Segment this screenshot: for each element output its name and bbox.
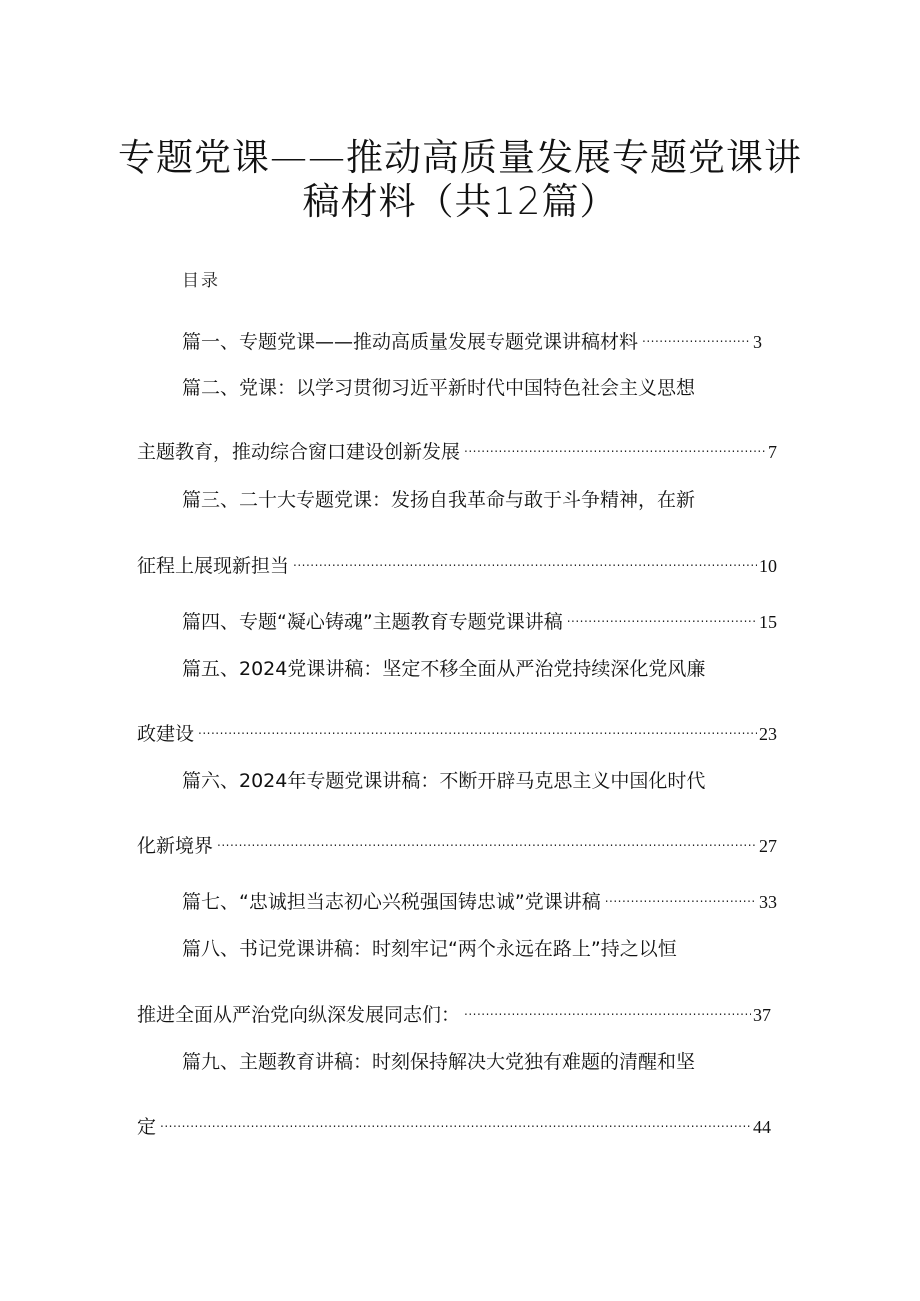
toc-entry-8[interactable]: [182, 934, 782, 964]
toc-entry-text: 篇二、党课：以学习贯彻习近平新时代中国特色社会主义思想: [182, 377, 696, 399]
toc-page-number: 33: [759, 892, 777, 912]
toc-page-number: 27: [759, 836, 777, 856]
toc-entry-text: 化新境界: [137, 835, 214, 857]
toc-entry-6-cont[interactable]: [137, 822, 777, 857]
toc-page-number: 37: [753, 1005, 771, 1025]
toc-entry-3-cont[interactable]: [137, 542, 777, 577]
toc-entry-5[interactable]: [182, 654, 782, 684]
toc-entry-text: 篇八、书记党课讲稿：时刻牢记“两个永远在路上”持之以恒: [182, 938, 677, 960]
toc-page-number: 44: [753, 1117, 771, 1137]
toc-leader-dots: [464, 428, 766, 458]
toc-entry-text: 推进全面从严治党向纵深发展同志们：: [137, 1004, 461, 1026]
toc-entry-4[interactable]: [182, 598, 777, 633]
toc-entry-5-cont[interactable]: [137, 710, 777, 745]
toc-page-number: 23: [759, 724, 777, 744]
toc-entry-text: 定: [137, 1116, 157, 1138]
toc-page-number: 10: [759, 556, 777, 576]
toc-entry-7[interactable]: [182, 878, 777, 913]
toc-leader-dots: [464, 991, 751, 1021]
toc-entry-1[interactable]: [182, 318, 762, 353]
toc-entry-text: 篇一、专题党课——推动高质量发展专题党课讲稿材料: [182, 331, 639, 353]
toc-leader-dots: [217, 822, 757, 852]
toc-entry-6[interactable]: [182, 766, 782, 796]
document-title-line-2: 稿材料（共12篇）: [302, 180, 618, 223]
toc-leader-dots: [567, 598, 757, 628]
toc-entry-text: 篇五、2024党课讲稿：坚定不移全面从严治党持续深化党风廉: [182, 658, 706, 680]
toc-heading: 目录: [182, 271, 220, 291]
toc-page-number: 7: [768, 442, 777, 462]
toc-entry-text: 篇九、主题教育讲稿：时刻保持解决大党独有难题的清醒和坚: [182, 1051, 696, 1073]
toc-entry-text: 政建设: [137, 723, 195, 745]
toc-leader-dots: [605, 878, 757, 908]
document-title-line-1: 专题党课——推动高质量发展专题党课讲: [118, 136, 802, 179]
toc-entry-9-cont[interactable]: [137, 1103, 771, 1138]
toc-page-number: 15: [759, 612, 777, 632]
toc-entry-2-cont[interactable]: [137, 428, 777, 463]
toc-leader-dots: [160, 1103, 751, 1133]
toc-entry-text: 篇七、“忠诚担当志初心兴税强国铸忠诚”党课讲稿: [182, 891, 601, 913]
toc-leader-dots: [198, 710, 757, 740]
toc-leader-dots: [642, 318, 751, 348]
toc-entry-8-cont[interactable]: [137, 991, 771, 1026]
toc-entry-text: 篇六、2024年专题党课讲稿：不断开辟马克思主义中国化时代: [182, 770, 706, 792]
toc-entry-text: 征程上展现新担当: [137, 555, 290, 577]
toc-entry-text: 篇四、专题“凝心铸魂”主题教育专题党课讲稿: [182, 611, 563, 633]
toc-leader-dots: [293, 542, 757, 572]
toc-entry-text: 篇三、二十大专题党课：发扬自我革命与敢于斗争精神，在新: [182, 489, 696, 511]
toc-page-number: 3: [753, 332, 762, 352]
toc-entry-text: 主题教育，推动综合窗口建设创新发展: [137, 441, 461, 463]
toc-entry-9[interactable]: [182, 1047, 782, 1077]
toc-entry-2[interactable]: [182, 373, 782, 403]
toc-entry-3[interactable]: [182, 485, 782, 515]
